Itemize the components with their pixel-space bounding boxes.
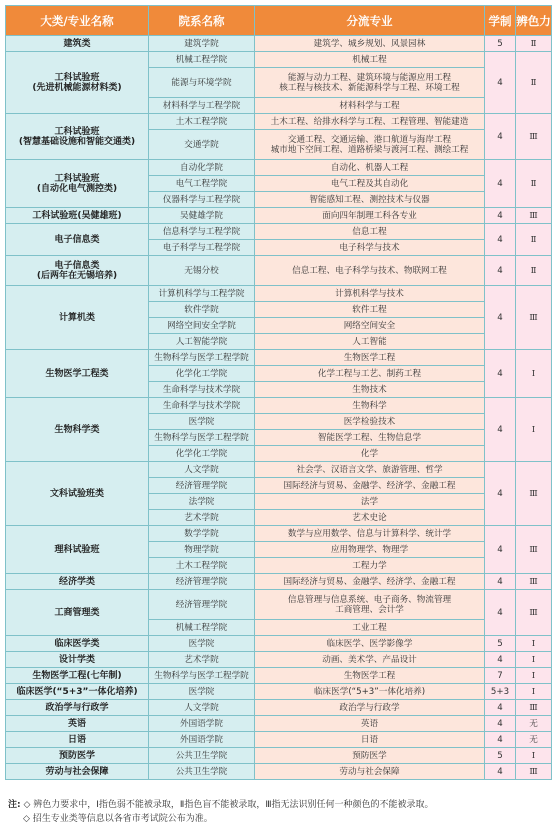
school-cell: 交通学院 <box>149 130 255 160</box>
majors-cell: 人工智能 <box>255 334 485 350</box>
majors-cell: 法学 <box>255 494 485 510</box>
table-row <box>6 160 552 176</box>
table-row <box>6 590 552 620</box>
category-cell: 文科试验班类 <box>6 462 149 526</box>
color-vision-cell: Ⅲ <box>516 526 552 574</box>
color-vision-cell: Ⅱ <box>516 52 552 114</box>
majors-cell: 政治学与行政学 <box>255 700 485 716</box>
school-cell: 生命科学与技术学院 <box>149 398 255 414</box>
school-cell: 生命科学与技术学院 <box>149 382 255 398</box>
header-color-vision: 辨色力 <box>516 6 552 36</box>
majors-cell: 预防医学 <box>255 748 485 764</box>
years-cell: 4 <box>485 350 516 398</box>
school-cell: 生物科学与医学工程学院 <box>149 350 255 366</box>
color-vision-cell: Ⅱ <box>516 160 552 208</box>
school-cell: 材料科学与工程学院 <box>149 98 255 114</box>
color-vision-cell: Ⅱ <box>516 256 552 286</box>
majors-cell: 信息工程、电子科学与技术、物联网工程 <box>255 256 485 286</box>
color-vision-cell: 无 <box>516 716 552 732</box>
color-vision-cell: Ⅰ <box>516 748 552 764</box>
majors-cell: 应用物理学、物理学 <box>255 542 485 558</box>
school-cell: 无锡分校 <box>149 256 255 286</box>
years-cell: 4 <box>485 574 516 590</box>
table-row <box>6 716 552 732</box>
school-cell: 机械工程学院 <box>149 52 255 68</box>
header-majors: 分流专业 <box>255 6 485 36</box>
category-cell: 预防医学 <box>6 748 149 764</box>
category-cell: 理科试验班 <box>6 526 149 574</box>
category-cell: 劳动与社会保障 <box>6 764 149 780</box>
years-cell: 4 <box>485 114 516 160</box>
table-row <box>6 52 552 68</box>
majors-cell: 化学工程与工艺、制药工程 <box>255 366 485 382</box>
majors-cell: 信息管理与信息系统、电子商务、物流管理 工商管理、会计学 <box>255 590 485 620</box>
majors-cell: 能源与动力工程、建筑环境与能源应用工程 核工程与核技术、新能源科学与工程、环境工程 <box>255 68 485 98</box>
school-cell: 艺术学院 <box>149 652 255 668</box>
table-row <box>6 350 552 366</box>
years-cell: 5+3 <box>485 684 516 700</box>
category-cell: 计算机类 <box>6 286 149 350</box>
years-cell: 4 <box>485 716 516 732</box>
majors-cell: 艺术史论 <box>255 510 485 526</box>
years-cell: 4 <box>485 764 516 780</box>
table-row <box>6 398 552 414</box>
years-cell: 4 <box>485 286 516 350</box>
table-row <box>6 286 552 302</box>
majors-cell: 工业工程 <box>255 620 485 636</box>
color-vision-cell: 无 <box>516 732 552 748</box>
header-school: 院系名称 <box>149 6 255 36</box>
school-cell: 仪器科学与工程学院 <box>149 192 255 208</box>
majors-cell: 生物医学工程 <box>255 668 485 684</box>
table-row <box>6 684 552 700</box>
table-row <box>6 668 552 684</box>
school-cell: 医学院 <box>149 414 255 430</box>
majors-cell: 工程力学 <box>255 558 485 574</box>
color-vision-cell: Ⅰ <box>516 398 552 462</box>
color-vision-cell: Ⅲ <box>516 574 552 590</box>
school-cell: 法学院 <box>149 494 255 510</box>
majors-cell: 国际经济与贸易、金融学、经济学、金融工程 <box>255 478 485 494</box>
school-cell: 艺术学院 <box>149 510 255 526</box>
category-cell: 设计学类 <box>6 652 149 668</box>
category-cell: 工商管理类 <box>6 590 149 636</box>
category-cell: 电子信息类 (后两年在无锡培养) <box>6 256 149 286</box>
majors-cell: 数学与应用数学、信息与计算科学、统计学 <box>255 526 485 542</box>
school-cell: 电子科学与工程学院 <box>149 240 255 256</box>
category-cell: 建筑类 <box>6 36 149 52</box>
school-cell: 土木工程学院 <box>149 114 255 130</box>
majors-cell: 软件工程 <box>255 302 485 318</box>
majors-cell: 社会学、汉语言文学、旅游管理、哲学 <box>255 462 485 478</box>
majors-cell: 面向四年制理工科各专业 <box>255 208 485 224</box>
school-cell: 能源与环境学院 <box>149 68 255 98</box>
majors-cell: 临床医学、医学影像学 <box>255 636 485 652</box>
school-cell: 人工智能学院 <box>149 334 255 350</box>
table-row <box>6 114 552 130</box>
note-line-2: ◇ 招生专业类等信息以各省市考试院公布为准。 <box>23 814 213 824</box>
years-cell: 4 <box>485 652 516 668</box>
admission-table-container <box>5 5 551 780</box>
color-vision-cell: Ⅲ <box>516 700 552 716</box>
majors-cell: 信息工程 <box>255 224 485 240</box>
years-cell: 4 <box>485 208 516 224</box>
table-row <box>6 732 552 748</box>
years-cell: 4 <box>485 256 516 286</box>
category-cell: 工科试验班 (自动化电气测控类) <box>6 160 149 208</box>
color-vision-cell: Ⅰ <box>516 668 552 684</box>
table-row <box>6 636 552 652</box>
years-cell: 4 <box>485 700 516 716</box>
table-row <box>6 36 552 52</box>
school-cell: 经济管理学院 <box>149 478 255 494</box>
school-cell: 化学化工学院 <box>149 446 255 462</box>
years-cell: 5 <box>485 636 516 652</box>
school-cell: 网络空间安全学院 <box>149 318 255 334</box>
school-cell: 生物科学与医学工程学院 <box>149 668 255 684</box>
school-cell: 公共卫生学院 <box>149 764 255 780</box>
majors-cell: 网络空间安全 <box>255 318 485 334</box>
majors-cell: 国际经济与贸易、金融学、经济学、金融工程 <box>255 574 485 590</box>
category-cell: 生物医学工程(七年制) <box>6 668 149 684</box>
category-cell: 电子信息类 <box>6 224 149 256</box>
majors-cell: 自动化、机器人工程 <box>255 160 485 176</box>
note-label: 注: <box>8 800 21 810</box>
years-cell: 4 <box>485 462 516 526</box>
table-row <box>6 224 552 240</box>
school-cell: 数学学院 <box>149 526 255 542</box>
school-cell: 经济管理学院 <box>149 590 255 620</box>
school-cell: 建筑学院 <box>149 36 255 52</box>
majors-cell: 电气工程及其自动化 <box>255 176 485 192</box>
years-cell: 4 <box>485 590 516 636</box>
color-vision-cell: Ⅰ <box>516 350 552 398</box>
school-cell: 人文学院 <box>149 462 255 478</box>
color-vision-cell: Ⅱ <box>516 224 552 256</box>
color-vision-cell: Ⅲ <box>516 286 552 350</box>
school-cell: 医学院 <box>149 636 255 652</box>
color-vision-cell: Ⅲ <box>516 208 552 224</box>
majors-cell: 机械工程 <box>255 52 485 68</box>
table-row <box>6 700 552 716</box>
major-table <box>5 5 552 780</box>
note-line-1 <box>8 798 548 812</box>
table-row <box>6 764 552 780</box>
school-cell: 外国语学院 <box>149 732 255 748</box>
years-cell: 4 <box>485 160 516 208</box>
school-cell: 医学院 <box>149 684 255 700</box>
note-text-1: ◇ 辨色力要求中，Ⅰ指色弱不能被录取，Ⅱ指色盲不能被录取，Ⅲ指无法识别任何一种颜色的不能被录取。 <box>23 800 434 810</box>
majors-cell: 生物医学工程 <box>255 350 485 366</box>
category-cell: 经济学类 <box>6 574 149 590</box>
school-cell: 吴健雄学院 <box>149 208 255 224</box>
majors-cell: 临床医学(“5+3”一体化培养) <box>255 684 485 700</box>
color-vision-cell: Ⅲ <box>516 764 552 780</box>
majors-cell: 日语 <box>255 732 485 748</box>
years-cell: 4 <box>485 224 516 256</box>
school-cell: 物理学院 <box>149 542 255 558</box>
table-header-row <box>6 6 552 36</box>
color-vision-cell: Ⅰ <box>516 636 552 652</box>
majors-cell: 建筑学、城乡规划、风景园林 <box>255 36 485 52</box>
category-cell: 英语 <box>6 716 149 732</box>
school-cell: 外国语学院 <box>149 716 255 732</box>
color-vision-cell: Ⅲ <box>516 462 552 526</box>
table-row <box>6 574 552 590</box>
majors-cell: 化学 <box>255 446 485 462</box>
table-body <box>6 36 552 780</box>
school-cell: 计算机科学与工程学院 <box>149 286 255 302</box>
category-cell: 临床医学(“5+3”一体化培养) <box>6 684 149 700</box>
majors-cell: 动画、美术学、产品设计 <box>255 652 485 668</box>
school-cell: 经济管理学院 <box>149 574 255 590</box>
header-years: 学制 <box>485 6 516 36</box>
footnotes <box>8 798 548 826</box>
years-cell: 4 <box>485 52 516 114</box>
years-cell: 5 <box>485 36 516 52</box>
majors-cell: 生物技术 <box>255 382 485 398</box>
years-cell: 7 <box>485 668 516 684</box>
majors-cell: 劳动与社会保障 <box>255 764 485 780</box>
table-row <box>6 526 552 542</box>
majors-cell: 智能医学工程、生物信息学 <box>255 430 485 446</box>
category-cell: 政治学与行政学 <box>6 700 149 716</box>
years-cell: 4 <box>485 732 516 748</box>
school-cell: 化学化工学院 <box>149 366 255 382</box>
majors-cell: 医学检验技术 <box>255 414 485 430</box>
majors-cell: 交通工程、交通运输、港口航道与海岸工程 城市地下空间工程、道路桥梁与渡河工程、测绘工程 <box>255 130 485 160</box>
table-row <box>6 652 552 668</box>
years-cell: 4 <box>485 526 516 574</box>
category-cell: 工科试验班 (智慧基础设施和智能交通类) <box>6 114 149 160</box>
majors-cell: 土木工程、给排水科学与工程、工程管理、智能建造 <box>255 114 485 130</box>
color-vision-cell: Ⅲ <box>516 590 552 636</box>
color-vision-cell: Ⅰ <box>516 652 552 668</box>
school-cell: 自动化学院 <box>149 160 255 176</box>
school-cell: 生物科学与医学工程学院 <box>149 430 255 446</box>
category-cell: 工科试验班(吴健雄班) <box>6 208 149 224</box>
school-cell: 电气工程学院 <box>149 176 255 192</box>
majors-cell: 生物科学 <box>255 398 485 414</box>
majors-cell: 材料科学与工程 <box>255 98 485 114</box>
category-cell: 日语 <box>6 732 149 748</box>
years-cell: 4 <box>485 398 516 462</box>
category-cell: 生物医学工程类 <box>6 350 149 398</box>
header-category: 大类/专业名称 <box>6 6 149 36</box>
table-row <box>6 208 552 224</box>
table-row <box>6 256 552 286</box>
school-cell: 信息科学与工程学院 <box>149 224 255 240</box>
color-vision-cell: Ⅲ <box>516 114 552 160</box>
majors-cell: 电子科学与技术 <box>255 240 485 256</box>
school-cell: 软件学院 <box>149 302 255 318</box>
color-vision-cell: Ⅰ <box>516 684 552 700</box>
color-vision-cell: Ⅱ <box>516 36 552 52</box>
school-cell: 公共卫生学院 <box>149 748 255 764</box>
majors-cell: 计算机科学与技术 <box>255 286 485 302</box>
category-cell: 生物科学类 <box>6 398 149 462</box>
majors-cell: 智能感知工程、测控技术与仪器 <box>255 192 485 208</box>
school-cell: 土木工程学院 <box>149 558 255 574</box>
table-row <box>6 462 552 478</box>
table-row <box>6 748 552 764</box>
years-cell: 5 <box>485 748 516 764</box>
school-cell: 人文学院 <box>149 700 255 716</box>
category-cell: 临床医学类 <box>6 636 149 652</box>
school-cell: 机械工程学院 <box>149 620 255 636</box>
category-cell: 工科试验班 (先进机械能源材料类) <box>6 52 149 114</box>
majors-cell: 英语 <box>255 716 485 732</box>
